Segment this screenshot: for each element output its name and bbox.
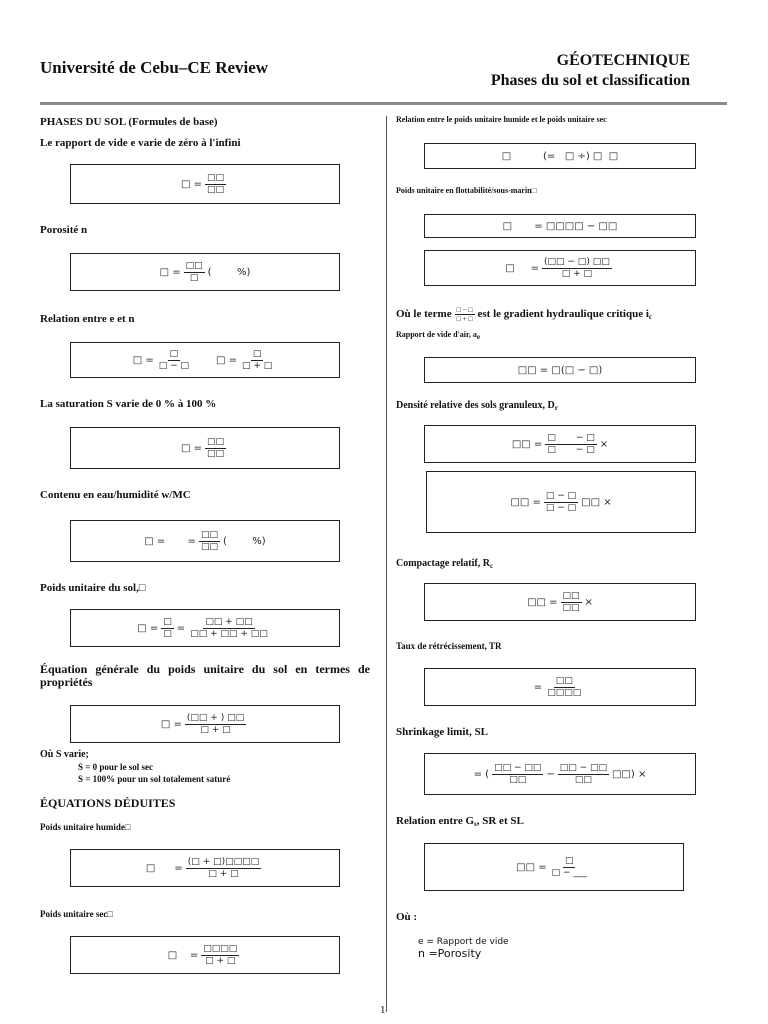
equation-saturation	[70, 427, 340, 469]
eq-lhs: □□ =	[511, 438, 543, 450]
heading-general-equation: Équation générale du poids unitaire du sol en termes de propriétés	[40, 662, 370, 689]
equation-relative-density-1	[424, 425, 696, 463]
heading-moist-unit-weight: Poids unitaire humide□	[40, 822, 131, 832]
heading-relative-density: Densité relative des sols granuleux, $D_r$	[396, 400, 558, 412]
eq-fraction: $\frac{□}{□ - □}$	[158, 348, 189, 371]
eq-tail: □□) ×	[612, 768, 647, 780]
eq-lhs: □ =	[159, 266, 181, 278]
eq-body: □ (= □ ÷) □ □	[501, 150, 619, 162]
heading-critical-gradient: Où le terme $\frac{□ - □}{□ + □}$ est le gradient hydraulique critique ic	[396, 306, 653, 323]
eq-fraction-2: $\frac{□}{□ + □}$	[242, 348, 273, 371]
eq-tail: □□ ×	[581, 496, 612, 508]
eq-lhs: □ = =	[144, 535, 196, 547]
equation-e-n	[70, 342, 340, 378]
eq-fraction: $\frac{□□}{□□}$	[207, 172, 225, 195]
eq-fraction: $\frac{□□}{□□□□}$	[547, 675, 582, 698]
header-right	[491, 52, 690, 90]
eq-fraction: $\frac{(□□ + ) □□}{□ + □}$	[186, 712, 245, 735]
note-title: Où S varie;	[40, 749, 89, 760]
heading-water-content: Contenu en eau/humidité w/MC	[40, 489, 191, 501]
equation-water-content	[70, 520, 340, 562]
heading-shrinkage-ratio: Taux de rétrécissement, TR	[396, 641, 502, 651]
eq-tail: ×	[584, 596, 593, 608]
header-rule	[40, 102, 727, 105]
eq-mid: =	[176, 622, 186, 634]
equation-unit-weight	[70, 609, 340, 647]
page-number: 1	[380, 1004, 386, 1016]
eq-fraction: $\frac{□□□□}{□ + □}$	[203, 943, 238, 966]
eq-lhs: □ =	[180, 442, 202, 454]
equation-relative-density-2	[426, 471, 696, 533]
note-dry: S = 0 pour le sol sec	[78, 762, 153, 772]
equation-air-void	[424, 357, 696, 383]
eq-fraction: $\frac{(□ + □)□□□□}{□ + □}$	[187, 856, 260, 879]
equation-void-ratio	[70, 164, 340, 204]
heading-air-void: Rapport de vide d'air, ae	[396, 330, 480, 341]
heading-shrinkage-limit: Shrinkage limit, SL	[396, 726, 488, 738]
heading-relative-compaction: Compactage relatif, $R_c$	[396, 558, 494, 570]
heading-saturation: La saturation S varie de 0 % à 100 %	[40, 398, 217, 410]
equation-gs-sr-sl	[424, 843, 684, 891]
eq-body: □□ = □(□ − □)	[517, 364, 603, 376]
heading-gs-sr-sl: Relation entre Gs, SR et SL	[396, 815, 524, 828]
heading-void-ratio: Le rapport de vide e varie de zéro à l'infini	[40, 137, 241, 149]
equation-dry	[70, 936, 340, 974]
eq-lhs: = (	[473, 768, 490, 780]
eq-compound-fraction: $\frac{□ - □}{□ - □}$	[545, 490, 577, 513]
eq-lhs: □□ =	[516, 861, 547, 873]
section-phases: PHASES DU SOL (Formules de base)	[40, 116, 218, 128]
eq-lhs: =	[533, 681, 543, 693]
eq-tail: ×	[599, 438, 609, 450]
eq-fraction: $\frac{□□}{□}$	[185, 260, 203, 283]
eq-fraction: $\frac{□□}{□□}$	[562, 590, 580, 613]
eq-lhs: □ =	[167, 949, 199, 961]
heading-e-n: Relation entre e et n	[40, 313, 135, 325]
equation-buoyant-2	[424, 250, 696, 286]
legend-porosity: n =Porosity	[418, 947, 482, 960]
eq-lhs-2: □ =	[216, 354, 238, 366]
eq-lhs: □ =	[137, 622, 159, 634]
eq-lhs: □□ =	[527, 596, 558, 608]
equation-buoyant-1	[424, 214, 696, 238]
eq-lhs: □ =	[145, 862, 183, 874]
column-divider	[386, 116, 387, 1012]
legend-void-ratio: e = Rapport de vide	[418, 937, 509, 947]
eq-lhs: □□ =	[510, 496, 541, 508]
header-left: Université de Cebu–CE Review	[40, 58, 269, 77]
eq-fraction: $\frac{□□ - □□}{□□}$	[494, 762, 542, 785]
equation-shrinkage-limit	[424, 753, 696, 795]
equation-moist	[70, 849, 340, 887]
eq-body: □ = □□□□ − □□	[502, 220, 618, 232]
heading-dry-unit-weight: Poids unitaire sec□	[40, 909, 113, 919]
eq-tail: ( %)	[207, 266, 251, 278]
note-saturated: S = 100% pour un sol totalement saturé	[78, 774, 231, 784]
eq-lhs: □ =	[160, 718, 182, 730]
eq-fraction-2: $\frac{□□ + □□}{□□ + □□ + □□}$	[190, 616, 268, 639]
eq-fraction: $\frac{□}{□ - \_\_\_}$	[551, 855, 587, 878]
eq-lhs: □ =	[132, 354, 154, 366]
heading-where: Où :	[396, 911, 418, 923]
equation-general	[70, 705, 340, 743]
eq-lhs: □ =	[180, 178, 202, 190]
subject-title: GÉOTECHNIQUE	[556, 52, 690, 69]
eq-lhs: □ =	[505, 262, 540, 274]
subject-subtitle: Phases du sol et classification	[490, 72, 690, 89]
eq-fraction-2: $\frac{□□ - □□}{□□}$	[559, 762, 608, 785]
equation-moist-dry	[424, 143, 696, 169]
left-column	[40, 112, 370, 974]
equation-porosity	[70, 253, 340, 291]
eq-fraction: $\frac{□ - □}{□ - □}$	[547, 432, 595, 455]
section-derived: ÉQUATIONS DÉDUITES	[40, 796, 176, 810]
eq-fraction: $\frac{□}{□}$	[163, 616, 172, 639]
heading-porosity: Porosité n	[40, 224, 88, 236]
heading-moist-dry-relation: Relation entre le poids unitaire humide et le poids unitaire sec	[396, 115, 607, 124]
equation-relative-compaction	[424, 583, 696, 621]
eq-fraction: $\frac{□□}{□□}$	[207, 436, 225, 459]
heading-unit-weight: Poids unitaire du sol,□	[40, 582, 146, 594]
right-column	[396, 112, 726, 960]
eq-fraction: $\frac{□□}{□□}$	[200, 529, 218, 552]
equation-shrinkage-ratio	[424, 668, 696, 706]
eq-mid: −	[546, 768, 555, 780]
heading-buoyant: Poids unitaire en flottabilité/sous-marin□	[396, 186, 537, 195]
eq-fraction: $\frac{(□□ - □) □□}{□ + □}$	[544, 256, 610, 279]
eq-tail: ( %)	[222, 535, 266, 547]
